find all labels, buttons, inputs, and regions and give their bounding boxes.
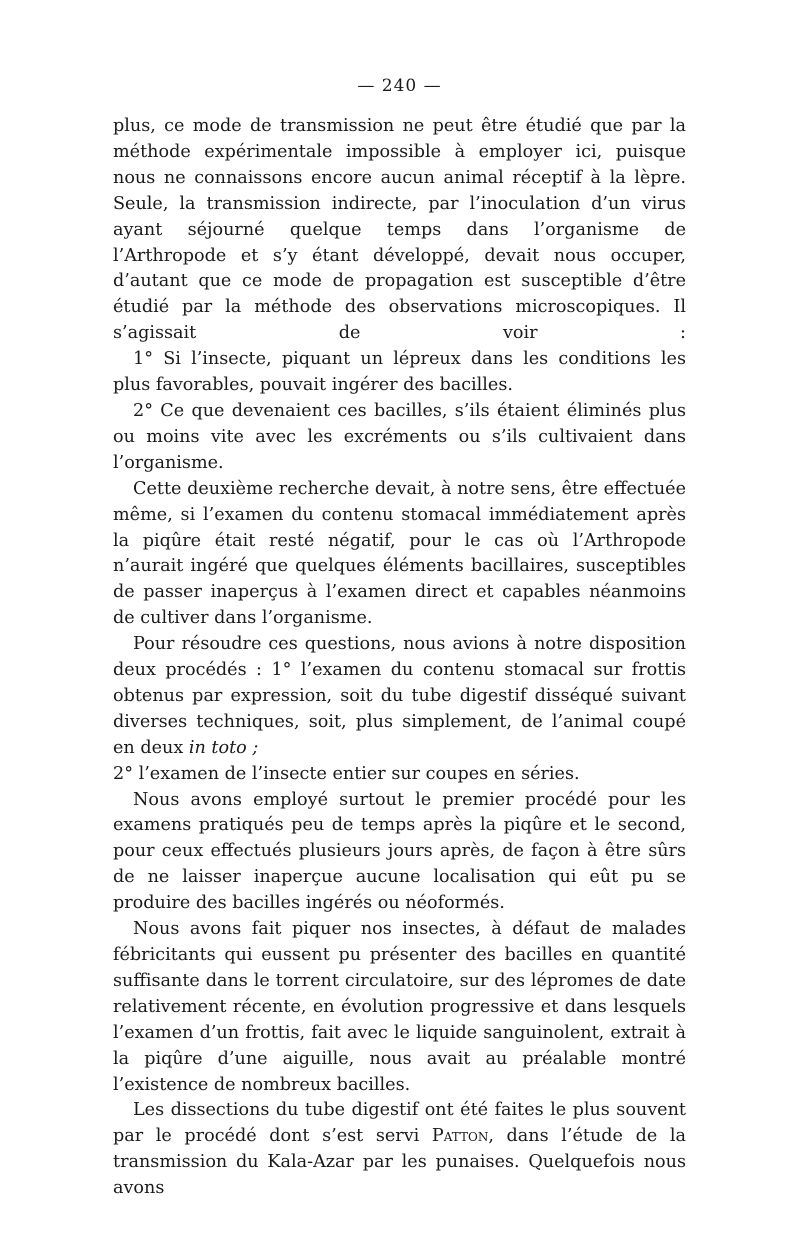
paragraph-second-research-text: Cette deuxième recherche devait, à notre sens, être effectuée même, si l’examen du contenu stomacal immédiatement après la piqûre était resté négatif, pour le cas où l’Arthropode n’aurait ingéré que quelques éléments bacillaires, susceptibles de passer inaperçus à l’examen direct et capables néanmoins de cultiver dans l’organisme.: [113, 478, 686, 629]
paragraph-procedure-2-text: 2° l’examen de l’insecte entier sur coupes en séries.: [113, 763, 580, 784]
paragraph-insect-feeding: [113, 917, 686, 1098]
italic-in-toto: in toto ;: [188, 737, 259, 758]
paragraph-method-usage-text: Nous avons employé surtout le premier procédé pour les examens pratiqués peu de temps après la piqûre et le second, pour ceux effectués plusieurs jours après, de façon à être sûrs de ne laisser inaperçue aucune localisation qui eût pu se produire des bacilles ingérés ou néoformés.: [113, 789, 686, 914]
paragraph-procedures: [113, 632, 686, 762]
paragraph-procedures-text: Pour résoudre ces questions, nous avions à notre disposition deux procédés : 1° l’examen du contenu stomacal sur frottis obtenus par expression, soit du tube digestif disséqué suivant diverses techniques, soit, plus simplement, de l’animal coupé en deux: [113, 634, 686, 758]
paragraph-procedure-2: [113, 762, 686, 788]
paragraph-second-research: [113, 477, 686, 632]
paragraph-intro-text: plus, ce mode de transmission ne peut être étudié que par la méthode expérimentale impossible à employer ici, puisque nous ne connaissons encore aucun animal réceptif à la lèpre. Seule, la transmission indirecte, par l’inoculation d’un virus ayant séjourné quelque temps dans l’organisme de l’Arthropode et s’y étant développé, devait nous occuper, d’autant que ce mode de propagation est susceptible d’être étudié par la méthode des observations microscopiques. Il s’agissait de voir :: [113, 116, 686, 344]
paragraph-point-1: [113, 347, 686, 399]
page-number: — 240 —: [357, 76, 442, 96]
paragraph-point-2-text: 2° Ce que devenaient ces bacilles, s’ils étaient éliminés plus ou moins vite avec les excréments ou s’ils cultivaient dans l’organisme.: [113, 400, 686, 473]
paragraph-method-usage: [113, 788, 686, 918]
paragraph-dissections-text-end: , dans l’étude de la transmission du Kala-Azar par les punaises. Quelquefois nous avons: [113, 1126, 686, 1199]
author-name-patton: Patton: [431, 1126, 489, 1147]
paragraph-dissections-text: Les dissections du tube digestif ont été faites le plus souvent par le procédé dont s’est servi: [113, 1100, 686, 1147]
paragraph-intro: [113, 114, 686, 347]
paragraph-dissections: [113, 1098, 686, 1202]
document-page: [113, 74, 686, 1202]
paragraph-point-2: [113, 399, 686, 477]
paragraph-insect-feeding-text: Nous avons fait piquer nos insectes, à défaut de malades fébricitants qui eussent pu présenter des bacilles en quantité suffisante dans le torrent circulatoire, sur des lépromes de date relativement récente, en évolution progressive et dans lesquels l’examen d’un frottis, fait avec le liquide sanguinolent, extrait à la piqûre d’une aiguille, nous avait au préalable montré l’existence de nombreux bacilles.: [113, 919, 686, 1095]
paragraph-point-1-text: 1° Si l’insecte, piquant un lépreux dans les conditions les plus favorables, pouvait ingérer des bacilles.: [113, 349, 686, 396]
